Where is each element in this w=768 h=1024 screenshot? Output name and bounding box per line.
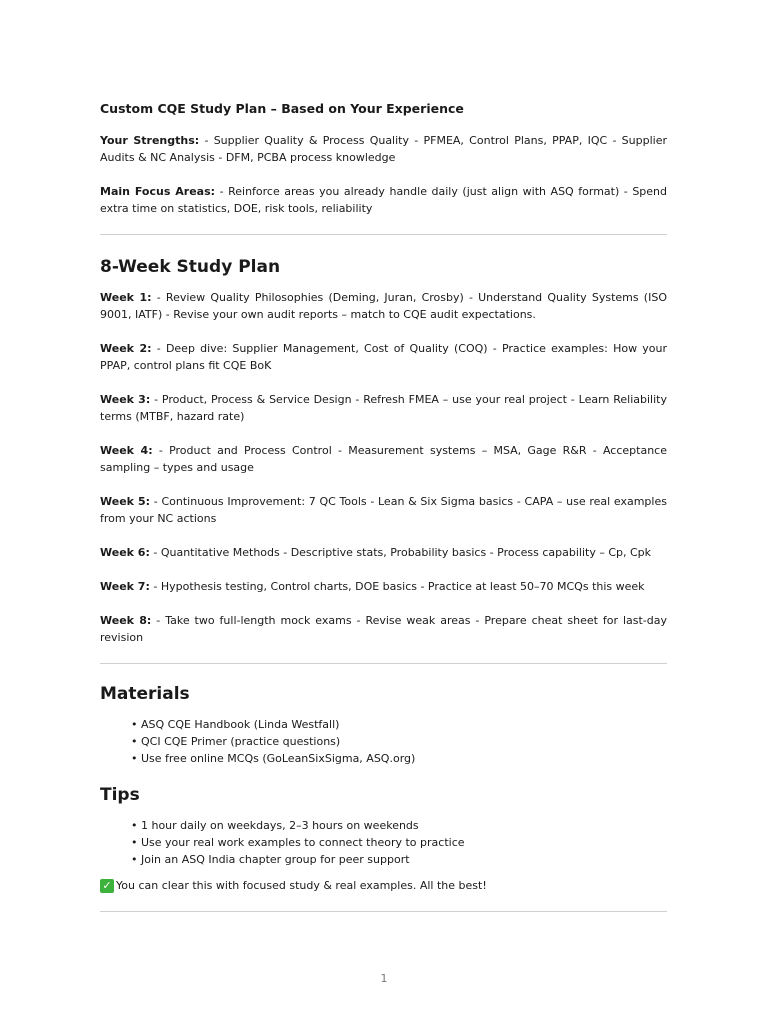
week-label: Week 3: [100,393,151,406]
week-label: Week 2: [100,342,152,355]
divider [100,234,667,235]
materials-heading: Materials [100,684,190,704]
list-item: • Join an ASQ India chapter group for peer support [131,853,410,866]
study-plan-heading: 8-Week Study Plan [100,257,281,277]
week-text: - Quantitative Methods - Descriptive stats, Probability basics - Process capability – Cp, Cpk [149,546,652,559]
list-item: • 1 hour daily on weekdays, 2–3 hours on weekends [131,819,419,832]
divider [100,663,667,664]
week-label: Week 8: [100,614,152,627]
focus-text: - Reinforce areas you already handle daily (just align with ASQ format) - Spend extra time on statistics, DOE, risk tools, reliability [100,185,667,215]
materials-list [100,716,667,767]
focus-paragraph [100,183,667,217]
week-4 [100,442,667,476]
week-1 [100,289,667,323]
strengths-text: - Supplier Quality & Process Quality - PFMEA, Control Plans, PPAP, IQC - Supplier Audits & NC Analysis - DFM, PCBA process knowledge [100,134,667,164]
tips-heading: Tips [100,785,140,805]
week-2 [100,340,667,374]
list-item: • QCI CQE Primer (practice questions) [131,735,341,748]
week-text: - Take two full-length mock exams - Revise weak areas - Prepare cheat sheet for last-day revision [100,614,667,644]
week-label: Week 4: [100,444,153,457]
week-8 [100,612,667,646]
closing-line [100,877,667,894]
focus-label: Main Focus Areas: [100,185,216,198]
week-text: - Review Quality Philosophies (Deming, Juran, Crosby) - Understand Quality Systems (ISO 9001, IATF) - Revise your own audit reports – match to CQE audit expectations. [100,291,667,321]
week-label: Week 1: [100,291,152,304]
divider [100,911,667,912]
week-label: Week 7: [100,580,150,593]
week-7 [100,578,667,595]
list-item: • ASQ CQE Handbook (Linda Westfall) [131,718,340,731]
week-3 [100,391,667,425]
check-mark-icon: ✓ [100,879,114,893]
closing-text: You can clear this with focused study & real examples. All the best! [116,879,487,892]
document-page [100,100,667,912]
week-text: - Product and Process Control - Measurement systems – MSA, Gage R&R - Acceptance sampling – types and usage [100,444,667,474]
strengths-label: Your Strengths: [100,134,200,147]
week-text: - Hypothesis testing, Control charts, DOE basics - Practice at least 50–70 MCQs this week [149,580,645,593]
week-text: - Deep dive: Supplier Management, Cost of Quality (COQ) - Practice examples: How your PPAP, control plans fit CQE BoK [100,342,667,372]
list-item: • Use free online MCQs (GoLeanSixSigma, ASQ.org) [131,752,416,765]
week-5 [100,493,667,527]
week-label: Week 6: [100,546,150,559]
week-text: - Continuous Improvement: 7 QC Tools - Lean & Six Sigma basics - CAPA – use real examples from your NC actions [100,495,667,525]
week-6 [100,544,667,561]
document-title: Custom CQE Study Plan – Based on Your Experience [100,101,464,116]
page-number: 1 [380,972,388,985]
strengths-paragraph [100,132,667,166]
list-item: • Use your real work examples to connect theory to practice [131,836,465,849]
tips-list [100,817,667,868]
week-text: - Product, Process & Service Design - Refresh FMEA – use your real project - Learn Reliability terms (MTBF, hazard rate) [100,393,667,423]
week-label: Week 5: [100,495,151,508]
